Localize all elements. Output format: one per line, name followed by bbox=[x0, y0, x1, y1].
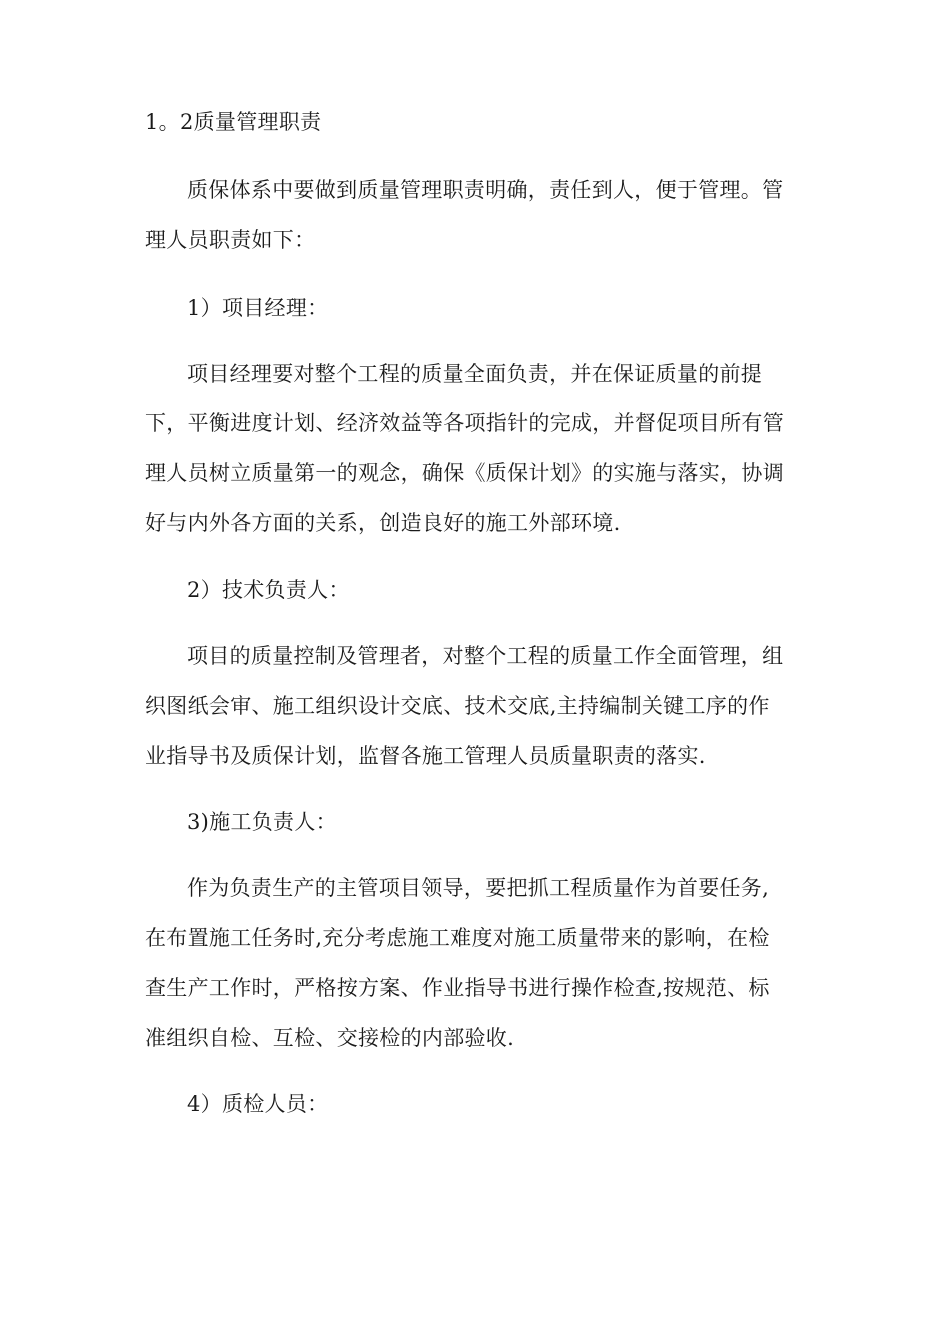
intro-line: 质保体系中要做到质量管理职责明确，责任到人，便于管理。管 bbox=[187, 178, 784, 202]
description-line: 准组织自检、互检、交接检的内部验收. bbox=[145, 1026, 515, 1050]
description-line: 项目经理要对整个工程的质量全面负责，并在保证质量的前提 bbox=[187, 362, 763, 386]
description-line: 查生产工作时，严格按方案、作业指导书进行操作检查,按规范、标 bbox=[145, 976, 770, 1000]
role-label-construction-lead: 3)施工负责人： bbox=[187, 810, 337, 834]
description-line: 下，平衡进度计划、经济效益等各项指针的完成，并督促项目所有管 bbox=[145, 411, 784, 435]
description-line: 织图纸会审、施工组织设计交底、技术交底,主持编制关键工序的作 bbox=[145, 694, 770, 718]
role-label-project-manager: 1）项目经理： bbox=[187, 296, 329, 320]
description-line: 作为负责生产的主管项目领导，要把抓工程质量作为首要任务, bbox=[187, 876, 770, 900]
intro-line: 理人员职责如下： bbox=[145, 228, 316, 252]
description-line: 在布置施工任务时,充分考虑施工难度对施工质量带来的影响，在检 bbox=[145, 926, 770, 950]
description-line: 理人员树立质量第一的观念，确保《质保计划》的实施与落实，协调 bbox=[145, 461, 784, 485]
description-line: 好与内外各方面的关系，创造良好的施工外部环境. bbox=[145, 511, 621, 535]
section-title: 1。2质量管理职责 bbox=[145, 110, 322, 134]
role-label-technical-lead: 2）技术负责人： bbox=[187, 578, 350, 602]
role-label-quality-inspector: 4）质检人员： bbox=[187, 1092, 329, 1116]
description-line: 项目的质量控制及管理者，对整个工程的质量工作全面管理，组 bbox=[187, 644, 784, 668]
description-line: 业指导书及质保计划，监督各施工管理人员质量职责的落实. bbox=[145, 744, 706, 768]
